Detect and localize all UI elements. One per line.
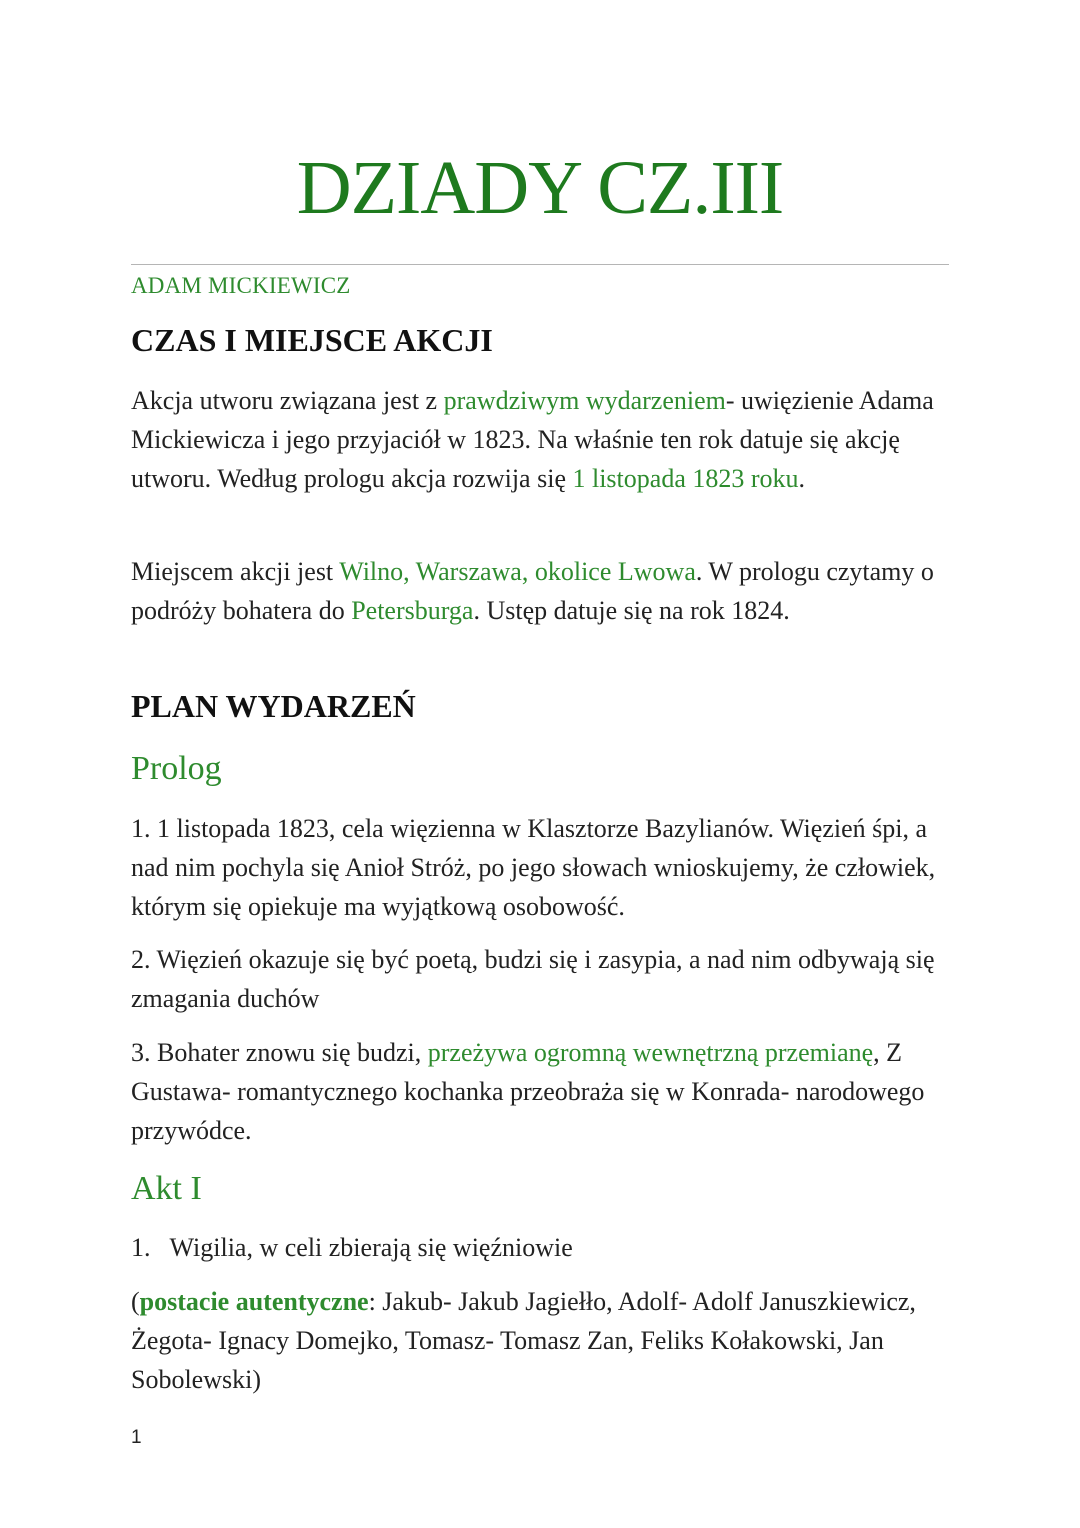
list-item-prolog-3 <box>131 1033 949 1150</box>
highlight-text: prawdziwym wydarzeniem <box>443 386 726 415</box>
page-number: 1 <box>131 1427 142 1448</box>
subheading-akt-1: Akt I <box>131 1170 202 1207</box>
highlight-text: 1 listopada 1823 roku <box>572 464 799 493</box>
subheading-prolog: Prolog <box>131 750 222 787</box>
highlight-bold-text: postacie autentyczne <box>139 1287 369 1316</box>
text: ( <box>131 1287 140 1316</box>
text: Miejscem akcji jest <box>131 557 340 586</box>
highlight-text: Wilno, Warszawa, okolice Lwowa <box>339 557 696 586</box>
text: . Ustęp datuje się na rok 1824. <box>473 596 790 625</box>
text: . W prologu czytamy o podróży bohatera do <box>131 557 934 625</box>
text: , Z Gustawa- romantycznego kochanka przeobraża się w Konrada- narodowego przywódce. <box>131 1038 925 1145</box>
section-heading-czas: CZAS I MIEJSCE AKCJI <box>131 322 493 358</box>
list-item-akt1-1: 1. Wigilia, w celi zbierają się więźniowie <box>131 1233 573 1262</box>
text: 3. Bohater znowu się budzi, <box>131 1038 428 1067</box>
paragraph-czas-2 <box>131 552 949 630</box>
text: - uwięzienie Adama Mickiewicza i jego przyjaciół w 1823. Na właśnie ten rok datuje się akcję utworu. Według prologu akcja rozwija się <box>131 386 934 493</box>
list-item-prolog-2: 2. Więzień okazuje się być poetą, budzi się i zasypia, a nad nim odbywają się zmagania duchów <box>131 945 935 1013</box>
text: : Jakub- Jakub Jagiełło, Adolf- Adolf Januszkiewicz, Żegota- Ignacy Domejko, Tomasz- Tomasz Zan, Feliks Kołakowski, Jan Sobolewski) <box>131 1287 916 1394</box>
highlight-text: Petersburga <box>351 596 474 625</box>
highlight-text: przeżywa ogromną wewnętrzną przemianę <box>427 1038 874 1067</box>
page-title: DZIADY CZ.III <box>296 146 784 230</box>
author-name: ADAM MICKIEWICZ <box>131 273 351 298</box>
title-divider <box>131 264 949 265</box>
paragraph-czas-1 <box>131 381 949 498</box>
text: . <box>798 464 806 493</box>
section-heading-plan: PLAN WYDARZEŃ <box>131 688 416 724</box>
paragraph-postacie <box>131 1282 949 1399</box>
list-item-prolog-1: 1. 1 listopada 1823, cela więzienna w Klasztorze Bazylianów. Więzień śpi, a nad nim pochyla się Anioł Stróż, po jego słowach wnioskujemy, że człowiek, którym się opiekuje ma wyjątkową osobowość. <box>131 814 936 921</box>
text: Akcja utworu związana jest z <box>131 386 444 415</box>
